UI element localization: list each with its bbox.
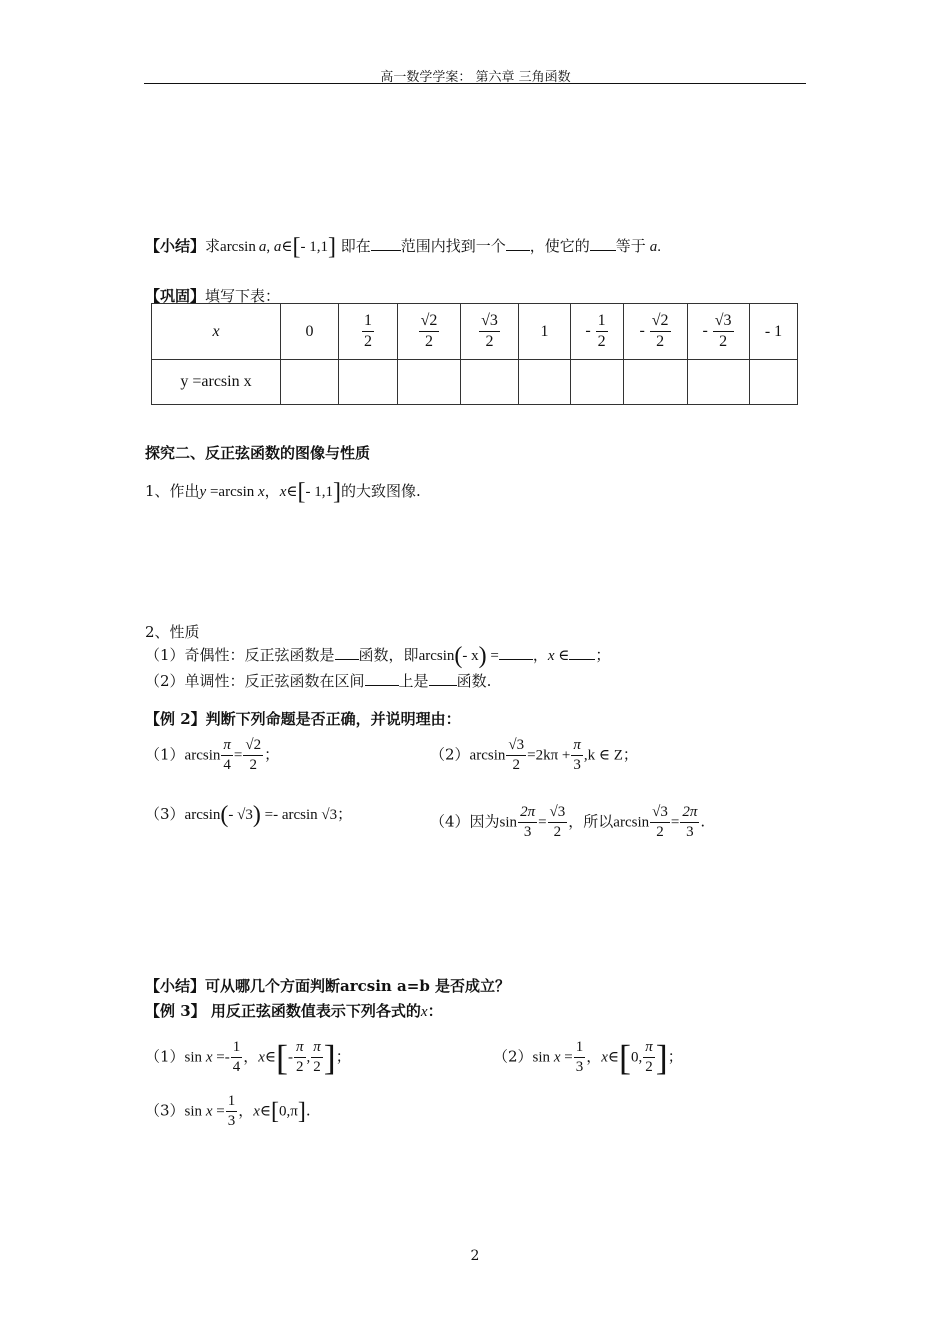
cell-x-7: [624, 304, 688, 360]
bracket-right: ]: [655, 1037, 668, 1078]
item-label: （2）: [430, 745, 470, 764]
paren-left: (: [220, 802, 229, 828]
example-2-item-3: [145, 802, 353, 828]
item-label: （1）: [145, 1047, 185, 1066]
blank-its: [590, 236, 616, 251]
cell-y-5[interactable]: [519, 360, 571, 405]
monotonic-prefix: （2）单调性：反正弦函数在区间: [145, 672, 365, 690]
blank-interval: [365, 671, 399, 686]
semicolon: ；: [667, 1047, 683, 1066]
blank-domain: [569, 645, 595, 660]
colon: ：: [427, 1002, 443, 1020]
parity-prefix: （1）奇偶性：反正弦函数是: [145, 646, 335, 664]
cell-x-9: [750, 304, 798, 360]
fraction-den: 2: [425, 333, 433, 350]
interval-value: - 1,1: [305, 484, 333, 500]
cell-y-8[interactable]: [688, 360, 750, 405]
example-3-label: 【例 3】: [145, 1002, 206, 1020]
bracket-right: ]: [332, 479, 341, 505]
semicolon: ；: [622, 745, 638, 764]
fraction-den: 2: [656, 333, 665, 350]
cell-y-6[interactable]: [571, 360, 624, 405]
fraction: [226, 1094, 238, 1129]
example-3-text: 用反正弦函数值表示下列各式的: [205, 1002, 421, 1020]
sin-text: sin: [184, 1103, 206, 1120]
minus-sign: -: [288, 1049, 293, 1066]
cell-x-5: [519, 304, 571, 360]
fraction-num: 1: [231, 1040, 243, 1058]
example-3-item-3: [145, 1094, 311, 1129]
consolidate-text: 填写下表：: [205, 287, 281, 305]
fraction-num: √3: [713, 313, 734, 332]
fraction-den: 2: [485, 333, 494, 350]
equals: =-: [212, 1049, 230, 1066]
bracket-right: ]: [323, 1037, 336, 1078]
example-2-item-2: [430, 738, 638, 773]
comma: ，: [243, 1047, 259, 1066]
comma: ,: [306, 1049, 311, 1066]
fraction-den: 3: [573, 757, 581, 773]
row-header-y-text: y =arcsin x: [180, 373, 252, 390]
var-a-2: a: [273, 239, 282, 255]
fraction-num: π: [571, 738, 583, 756]
period: .: [657, 239, 662, 255]
example-2-item-1: [145, 738, 279, 773]
fraction-den: 3: [686, 824, 694, 840]
item-1-line: [145, 479, 421, 505]
var-x: x: [258, 484, 265, 500]
fraction: [680, 805, 699, 840]
fraction: [311, 1040, 323, 1075]
fraction-den: 2: [597, 333, 606, 350]
var-x: x: [553, 1049, 561, 1066]
element-of-symbol: ∈: [554, 648, 570, 664]
fraction-den: 2: [512, 757, 520, 773]
example-2-item-4: [430, 805, 705, 840]
example-3-item-2: [493, 1037, 683, 1078]
var-x-2: x: [279, 484, 287, 500]
summary-text-5: 等于: [615, 237, 646, 255]
row-header-x-text: x: [212, 322, 220, 340]
equals: =: [538, 814, 547, 831]
fraction-num: √2: [243, 738, 263, 756]
item-label: （1）: [145, 745, 185, 764]
cell-x-1: [281, 304, 339, 360]
var-a: a: [258, 239, 267, 255]
fraction-num: √3: [548, 805, 568, 823]
fraction: [650, 805, 670, 840]
bracket-left: [: [292, 234, 301, 260]
summary-label: 【小结】: [145, 237, 206, 255]
cell-y-3[interactable]: [398, 360, 461, 405]
example-3-title: [145, 1001, 443, 1022]
sin-text: sin: [532, 1049, 554, 1066]
blank-range: [371, 236, 401, 251]
var-x: x: [420, 1004, 428, 1020]
var-x-2: x: [258, 1049, 265, 1066]
semicolon: ；: [335, 1047, 351, 1066]
equals: =: [560, 1049, 573, 1066]
fraction-den: 2: [313, 1059, 321, 1075]
fraction-num: √2: [419, 313, 440, 332]
cell-x-5-value: 1: [540, 322, 549, 340]
semicolon: ；: [264, 745, 280, 764]
interval-value: 0,π: [279, 1103, 298, 1120]
var-x: x: [547, 648, 555, 664]
cell-x-4: [461, 304, 519, 360]
fraction: [362, 313, 374, 350]
equation-tail: ,k ∈ Z: [583, 747, 623, 764]
fraction: [596, 313, 608, 350]
item-label: （3）: [145, 1101, 185, 1120]
page-number: 2: [470, 1248, 480, 1264]
bracket-left: [: [271, 1098, 279, 1125]
arcsin-text: arcsin: [220, 239, 256, 255]
row-header-x: [152, 304, 281, 360]
element-of-symbol: ∈: [286, 484, 298, 500]
cell-x-6: [571, 304, 624, 360]
period: .: [700, 812, 706, 831]
paren-left: (: [454, 643, 463, 669]
table-row-x: [152, 304, 798, 360]
fraction-den: 3: [227, 1113, 236, 1129]
summary-line-1: 【小结】求arcsin a, a∈[- 1,1] 即在 范围内找到一个 ，使它的 等于 a.: [145, 234, 662, 260]
summary-2: 【小结】可从哪几个方面判断arcsin a=b 是否成立？: [145, 977, 511, 995]
bracket-left: [: [297, 479, 306, 505]
fraction: [231, 1040, 243, 1075]
sin-text: sin: [499, 814, 518, 831]
fraction-num: √3: [650, 805, 670, 823]
fraction: [221, 738, 233, 773]
fraction-num: 1: [596, 313, 608, 332]
fraction-den: 3: [523, 824, 532, 840]
cell-x-3: [398, 304, 461, 360]
fraction-num: √2: [650, 313, 671, 332]
summary-text-3: 范围内找到一个: [400, 237, 506, 255]
property-parity: [145, 643, 611, 669]
fraction: [571, 738, 583, 773]
item-1-prefix: 1、作出: [145, 482, 200, 500]
comma: ，: [238, 1101, 254, 1120]
right-hand-side: =- arcsin √3: [260, 807, 338, 823]
minus-sign: -: [702, 322, 708, 340]
parity-text-2: 函数，即: [358, 646, 419, 664]
paren-right: ): [252, 802, 261, 828]
fraction: [294, 1040, 306, 1075]
equation-middle: =2kπ +: [527, 747, 571, 764]
summary-text-4: ，使它的: [529, 237, 590, 255]
cell-x-2: [339, 304, 398, 360]
fraction-den: 2: [719, 333, 728, 350]
blank-monotonic: [429, 671, 457, 686]
blank-parity: [335, 645, 359, 660]
fraction-num: 1: [362, 313, 374, 332]
comma: ，: [586, 1047, 602, 1066]
table-row-y: [152, 360, 798, 405]
cell-y-9[interactable]: [750, 360, 798, 405]
bracket-right: ]: [297, 1098, 306, 1125]
property-monotonic: [145, 671, 491, 691]
paren-right: ): [478, 643, 487, 669]
arcsin-text: arcsin: [469, 747, 506, 764]
header-rule: [144, 83, 806, 84]
parity-comma: ，: [532, 646, 548, 664]
element-of-symbol: ∈: [264, 1049, 276, 1066]
fraction: [643, 1040, 655, 1075]
cell-x-8: [688, 304, 750, 360]
cell-y-1[interactable]: [281, 360, 339, 405]
monotonic-text-3: 函数.: [456, 672, 492, 690]
bracket-right: ]: [327, 234, 336, 260]
fraction: [243, 738, 263, 773]
parity-arg: - x: [462, 648, 479, 664]
fraction-num: 1: [574, 1040, 586, 1058]
summary-text-ask: 求: [205, 237, 221, 255]
fraction: [650, 313, 671, 350]
section-2-title: 探究二、反正弦函数的图像与性质: [145, 444, 371, 462]
interval-value: - 1,1: [300, 239, 328, 255]
fill-in-table: [151, 303, 798, 405]
blank-parity-value: [499, 645, 533, 660]
arcsin-text: arcsin: [418, 648, 455, 664]
summary-text-2: 即在: [335, 237, 371, 255]
fraction-den: 3: [575, 1059, 584, 1075]
fraction-num: π: [311, 1040, 323, 1058]
var-y: y: [199, 484, 207, 500]
element-of-symbol: ∈: [259, 1103, 271, 1120]
minus-sign: -: [585, 322, 591, 340]
consolidate-label: 【巩固】: [145, 287, 206, 305]
fraction-den: 2: [364, 333, 372, 350]
fraction-den: 4: [232, 1059, 241, 1075]
fraction: [419, 313, 440, 350]
var-a-3: a: [649, 239, 658, 255]
equals: =: [233, 747, 243, 764]
fraction-num: π: [643, 1040, 655, 1058]
fraction-den: 2: [296, 1059, 304, 1075]
so-text: ，所以: [568, 812, 614, 831]
fraction: [479, 313, 500, 350]
cell-y-4[interactable]: [461, 360, 519, 405]
cell-x-9-value: - 1: [764, 322, 783, 340]
fraction-num: √3: [506, 738, 526, 756]
fraction-den: 2: [249, 757, 257, 773]
example-2-title: 【例 2】判断下列命题是否正确，并说明理由：: [145, 710, 461, 728]
var-x-2: x: [601, 1049, 608, 1066]
minus-sign: -: [639, 322, 645, 340]
page-header: 高一数学学案： 第六章 三角函数: [380, 70, 571, 85]
blank-one: [506, 236, 530, 251]
arcsin-text: arcsin: [613, 814, 650, 831]
fraction: [713, 313, 734, 350]
fraction-den: 2: [656, 824, 664, 840]
cell-y-7[interactable]: [624, 360, 688, 405]
fraction-num: 2π: [518, 805, 537, 823]
cell-x-1-value: 0: [305, 322, 314, 340]
fraction-den: 2: [553, 824, 562, 840]
var-x: x: [205, 1103, 213, 1120]
equals: =: [670, 814, 680, 831]
fraction-num: 2π: [680, 805, 699, 823]
fraction-num: π: [221, 738, 233, 756]
var-x-2: x: [253, 1103, 260, 1120]
equals: =: [212, 1103, 225, 1120]
semicolon: ；: [595, 646, 611, 664]
var-x: x: [205, 1049, 213, 1066]
fraction-den: 2: [645, 1059, 653, 1075]
element-of-symbol: ∈: [281, 239, 293, 255]
sin-text: sin: [184, 1049, 206, 1066]
arcsin-text: arcsin: [184, 807, 221, 823]
fraction: [506, 738, 526, 773]
item-label: （4）因为: [430, 812, 500, 831]
cell-y-2[interactable]: [339, 360, 398, 405]
period: .: [305, 1101, 311, 1120]
fraction: [518, 805, 537, 840]
example-3-item-1: [145, 1037, 351, 1078]
item-1-suffix: 的大致图像.: [340, 482, 421, 500]
interval-start: 0,: [631, 1049, 643, 1066]
fraction-num: 1: [226, 1094, 238, 1112]
item-label: （3）: [145, 805, 185, 823]
fraction-num: √3: [479, 313, 500, 332]
bracket-left: [: [276, 1037, 288, 1078]
element-of-symbol: ∈: [607, 1049, 619, 1066]
item-2-title: 2、性质: [145, 623, 200, 641]
fraction: [548, 805, 568, 840]
arcsin-text: arcsin: [184, 747, 221, 764]
item-label: （2）: [493, 1047, 533, 1066]
comma: ，: [264, 482, 280, 500]
argument: - √3: [228, 807, 253, 823]
arcsin-eq: =arcsin: [206, 484, 258, 500]
row-header-y: [152, 360, 281, 405]
semicolon: ；: [337, 805, 353, 823]
monotonic-text-2: 上是: [398, 672, 429, 690]
equals: =: [486, 648, 499, 664]
fraction: [574, 1040, 586, 1075]
fraction-num: π: [294, 1040, 306, 1058]
fraction-den: 4: [223, 757, 231, 773]
bracket-left: [: [619, 1037, 631, 1078]
